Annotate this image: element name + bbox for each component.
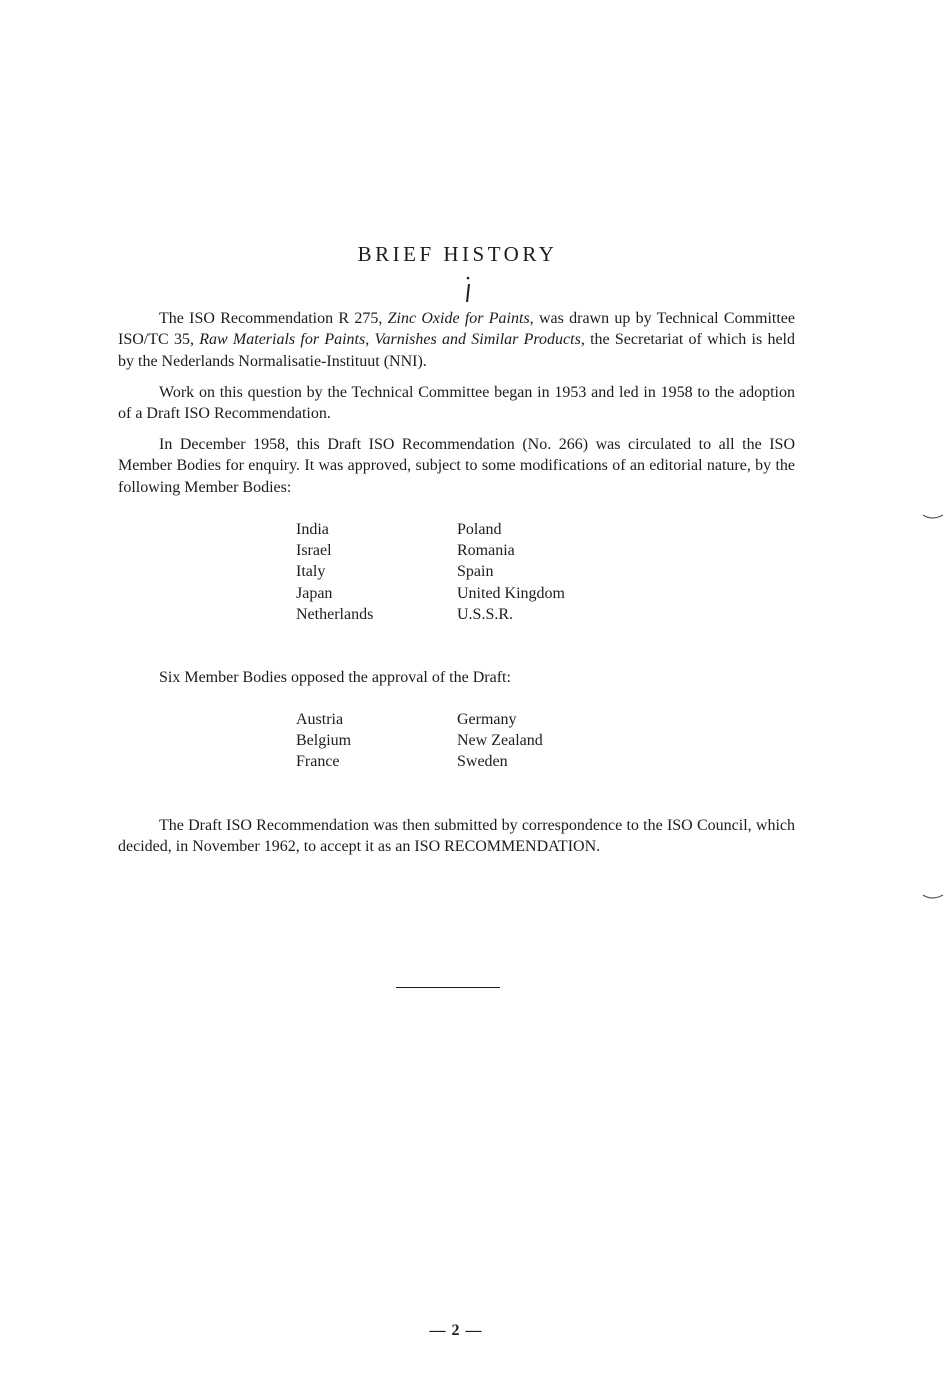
member-body: India [296,521,329,538]
member-body: Netherlands [296,605,374,623]
origin-text-3: , the Secretariat of which is held by the Nederlands Normalisatie-Instituut (NNI). [118,331,795,370]
margin-scan-mark [922,892,944,902]
page-number: — 2 — [429,1322,483,1339]
paragraph-enquiry: In December 1958, this Draft ISO Recommendation (No. 266) was circulated to all the ISO Member Bodies for enquiry. It was approved, subject to some modifications of an editorial nature, by the following Member Bodies: [118,436,795,496]
member-body: Italy [296,563,326,581]
member-body: Japan [296,584,333,602]
opposed-members-left-column [296,709,351,773]
approved-members-left-column [296,519,373,625]
member-body: Germany [457,711,517,728]
paragraph-opposed: Six Member Bodies opposed the approval of the Draft: [159,669,511,686]
approved-members-right-column [457,519,565,625]
member-body: United Kingdom [457,584,565,602]
section-divider [396,987,500,988]
member-body: U.S.S.R. [457,605,514,623]
paragraph-decision: The Draft ISO Recommendation was then submitted by correspondence to the ISO Council, which decided, in November 1962, to accept it as an ISO RECOMMENDATION. [118,817,795,856]
member-body: Israel [296,542,332,560]
member-body: France [296,753,340,771]
member-body: Spain [457,563,494,581]
page-title: BRIEF HISTORY [357,242,558,266]
origin-text-1: The ISO Recommendation R 275, [159,310,388,327]
member-body: New Zealand [457,732,543,750]
origin-text-2: , was drawn up by Technical Committee ISO/TC 35, [118,310,795,349]
committee-title: Raw Materials for Paints, Varnishes and Similar Products [199,331,581,349]
member-body: Sweden [457,753,508,771]
member-body: Poland [457,521,502,538]
member-body: Austria [296,711,344,728]
paragraph-work: Work on this question by the Technical Committee began in 1953 and led in 1958 to the adoption of a Draft ISO Recommendation. [118,384,795,423]
standard-title: Zinc Oxide for Paints [387,310,530,327]
scan-artifact-mark [463,276,473,304]
opposed-members-right-column [457,709,543,773]
member-body: Romania [457,542,515,560]
paragraph-origin [118,308,795,372]
margin-scan-mark [922,512,944,522]
member-body: Belgium [296,732,352,750]
